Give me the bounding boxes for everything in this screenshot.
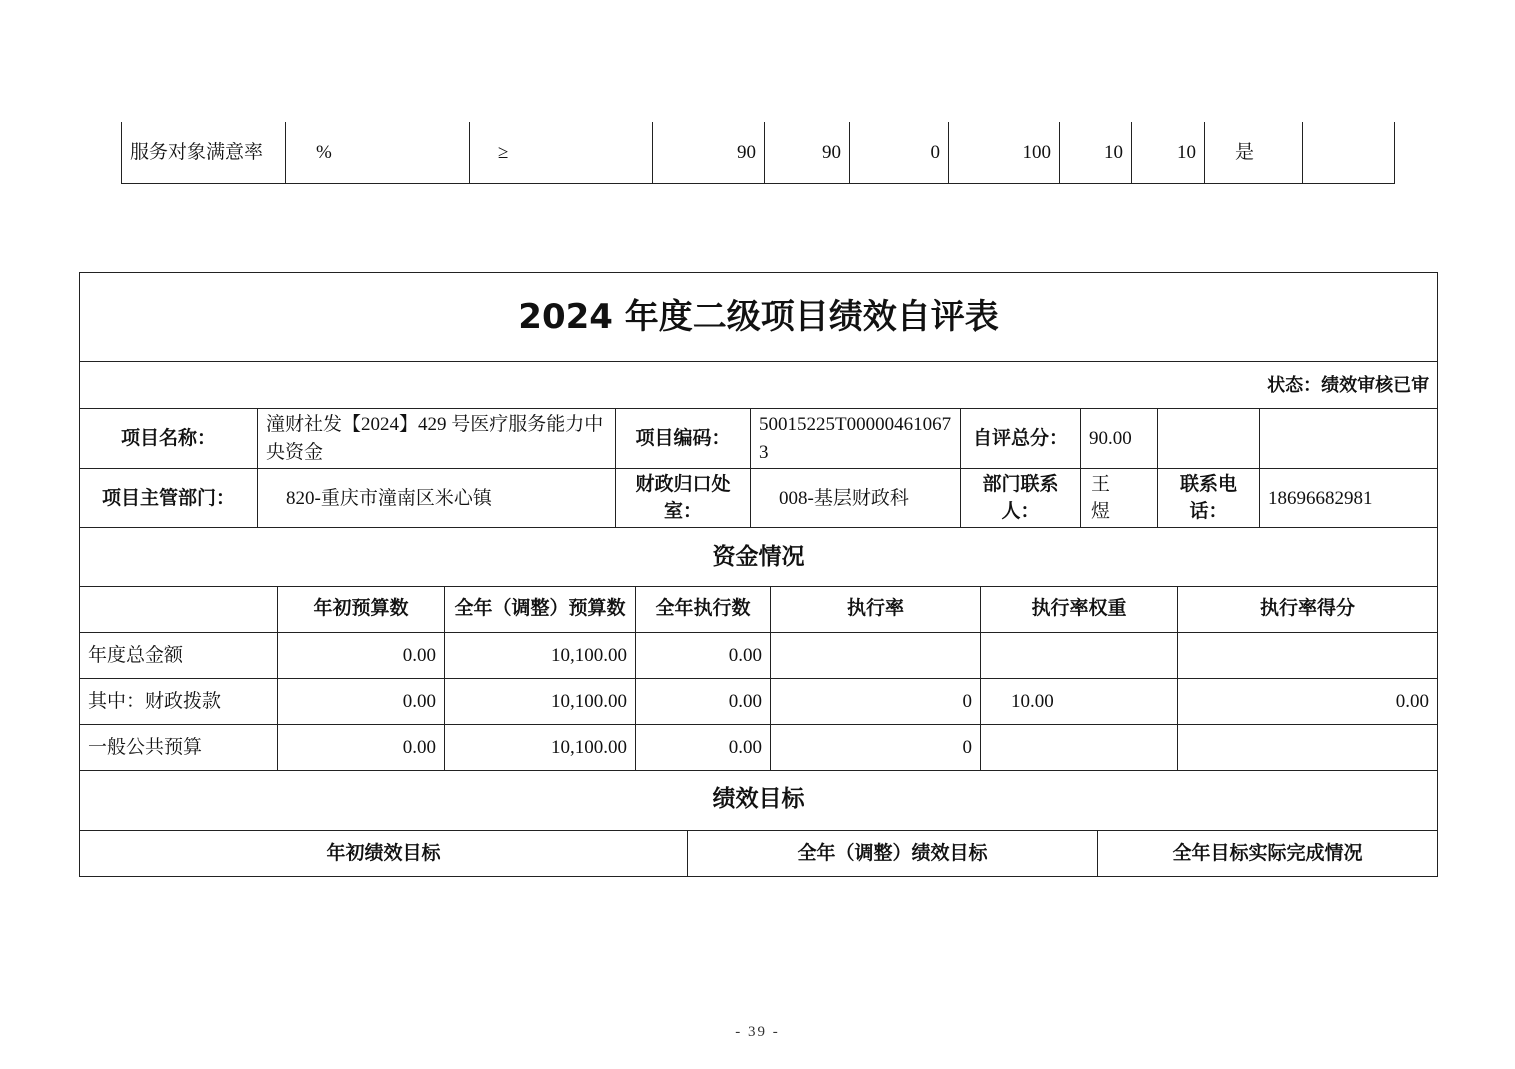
funds-header-executed: 全年执行数 (636, 586, 771, 632)
indicator-value-2: 90 (765, 122, 850, 183)
initial-budget: 0.00 (278, 632, 445, 678)
dept-label: 项目主管部门： (80, 469, 258, 528)
page-title: 2024 年度二级项目绩效自评表 (80, 273, 1438, 362)
goals-header-actual: 全年目标实际完成情况 (1098, 830, 1438, 876)
table-row (80, 632, 1438, 678)
indicator-value-4: 100 (949, 122, 1060, 183)
executed-amount: 0.00 (636, 724, 771, 770)
execution-rate: 0 (771, 678, 981, 724)
adjusted-budget: 10,100.00 (445, 724, 636, 770)
adjusted-budget: 10,100.00 (445, 632, 636, 678)
funds-header-initial-budget: 年初预算数 (278, 586, 445, 632)
goals-table (79, 770, 1438, 877)
page-number: - 39 - (735, 1024, 780, 1040)
dept-value: 820-重庆市潼南区米心镇 (258, 469, 616, 528)
project-code-label: 项目编码： (616, 409, 751, 469)
project-name-label: 项目名称： (80, 409, 258, 469)
phone-value: 18696682981 (1260, 469, 1438, 528)
rate-score: 0.00 (1178, 678, 1438, 724)
contact-label: 部门联系人： (961, 469, 1081, 528)
empty-cell (1260, 409, 1438, 469)
project-code-value: 50015225T000004610673 (751, 409, 961, 469)
rate-score (1178, 632, 1438, 678)
funds-header-blank (80, 586, 278, 632)
indicator-unit: % (286, 122, 470, 183)
goals-section-title: 绩效目标 (80, 770, 1438, 830)
indicator-operator: ≥ (470, 122, 653, 183)
goals-header-initial: 年初绩效目标 (80, 830, 688, 876)
indicator-value-1: 90 (653, 122, 765, 183)
funds-header-rate: 执行率 (771, 586, 981, 632)
initial-budget: 0.00 (278, 724, 445, 770)
funds-header-adjusted-budget: 全年（调整）预算数 (445, 586, 636, 632)
indicator-name: 服务对象满意率 (122, 122, 286, 183)
finance-label: 财政归口处室： (616, 469, 751, 528)
empty-cell (1158, 409, 1260, 469)
rate-weight (981, 632, 1178, 678)
row-label: 其中：财政拨款 (80, 678, 278, 724)
initial-budget: 0.00 (278, 678, 445, 724)
funds-header-weight: 执行率权重 (981, 586, 1178, 632)
execution-rate: 0 (771, 724, 981, 770)
finance-value: 008-基层财政科 (751, 469, 961, 528)
previous-table-row (121, 122, 1395, 184)
indicator-flag: 是 (1205, 122, 1303, 183)
funds-header-score: 执行率得分 (1178, 586, 1438, 632)
indicator-value-3: 0 (850, 122, 949, 183)
goals-header-adjusted: 全年（调整）绩效目标 (688, 830, 1098, 876)
project-name-value: 潼财社发【2024】429 号医疗服务能力中央资金 (258, 409, 616, 469)
self-score-value: 90.00 (1081, 409, 1158, 469)
indicator-value-6: 10 (1132, 122, 1205, 183)
rate-weight (981, 724, 1178, 770)
contact-value: 王煜 (1081, 469, 1158, 528)
indicator-value-5: 10 (1060, 122, 1132, 183)
adjusted-budget: 10,100.00 (445, 678, 636, 724)
table-row (80, 724, 1438, 770)
rate-weight: 10.00 (981, 678, 1178, 724)
executed-amount: 0.00 (636, 632, 771, 678)
row-label: 一般公共预算 (80, 724, 278, 770)
executed-amount: 0.00 (636, 678, 771, 724)
row-label: 年度总金额 (80, 632, 278, 678)
self-score-label: 自评总分： (961, 409, 1081, 469)
phone-label: 联系电话： (1158, 469, 1260, 528)
execution-rate (771, 632, 981, 678)
funds-table (79, 586, 1438, 771)
indicator-remark (1303, 122, 1395, 183)
rate-score (1178, 724, 1438, 770)
funds-section-title: 资金情况 (80, 528, 1438, 587)
evaluation-table (79, 272, 1438, 587)
status-badge: 状态：绩效审核已审 (80, 362, 1438, 409)
table-row (80, 678, 1438, 724)
